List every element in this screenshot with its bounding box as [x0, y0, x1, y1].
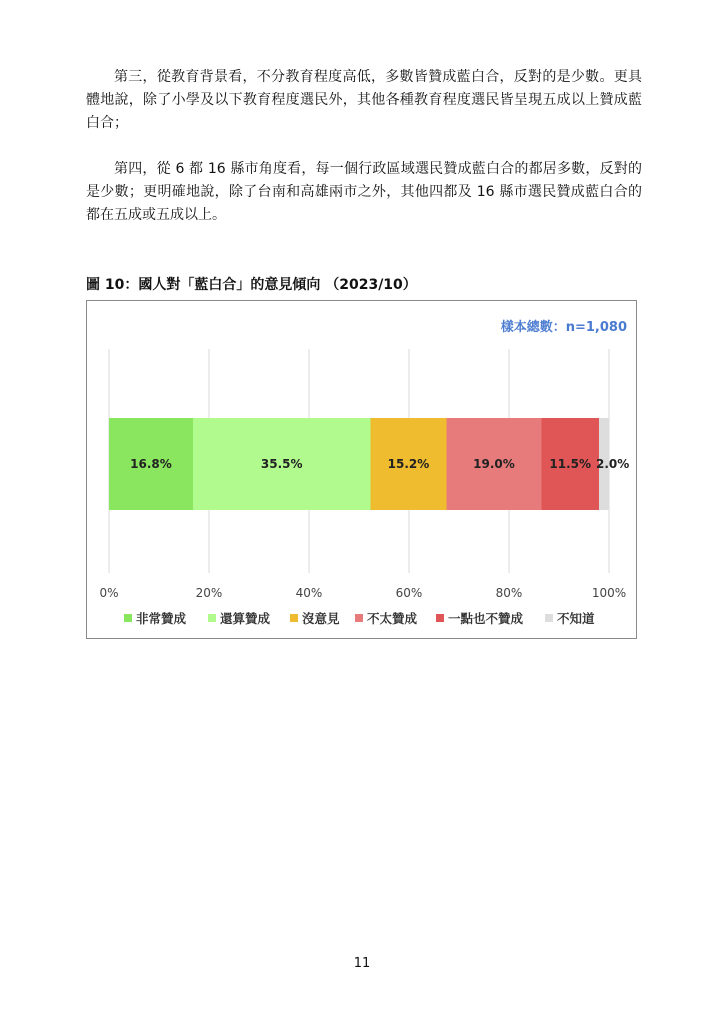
- x-tick-label: 0%: [99, 586, 119, 600]
- legend-label: 不太贊成: [367, 611, 418, 626]
- legend-swatch: [124, 614, 132, 622]
- legend-label: 還算贊成: [220, 611, 271, 626]
- legend-label: 不知道: [557, 611, 595, 626]
- x-tick-label: 20%: [195, 586, 223, 600]
- data-label: 15.2%: [387, 457, 430, 471]
- paragraph-region: 第四，從 6 都 16 縣市角度看，每一個行政區域選民贊成藍白合的都居多數，反對的是少數；更明確地說，除了台南和高雄兩市之外，其他四都及 16 縣市選民贊成藍白合的都在五成或五成以上。: [86, 161, 642, 223]
- data-label: 19.0%: [473, 457, 515, 471]
- legend-swatch: [436, 614, 444, 622]
- data-label: 2.0%: [596, 457, 630, 471]
- paragraph-education: 第三，從教育背景看，不分教育程度高低，多數皆贊成藍白合，反對的是少數。更具體地說，除了小學及以下教育程度選民外，其他各種教育程度選民皆呈現五成以上贊成藍白合；: [86, 69, 642, 131]
- figure-caption: 圖 10：國人對「藍白合」的意見傾向 （2023/10）: [86, 277, 417, 293]
- legend-label: 沒意見: [302, 611, 340, 626]
- x-tick-label: 80%: [495, 586, 523, 600]
- legend-swatch: [545, 614, 553, 622]
- x-tick-label: 100%: [591, 586, 627, 600]
- data-label: 16.8%: [130, 457, 172, 471]
- sample-size-note: 樣本總數：n=1,080: [500, 320, 627, 335]
- x-tick-label: 60%: [395, 586, 423, 600]
- data-label: 35.5%: [260, 457, 303, 471]
- x-tick-label: 40%: [295, 586, 323, 600]
- legend-swatch: [290, 614, 298, 622]
- legend-swatch: [355, 614, 363, 622]
- chart-container: [86, 300, 637, 639]
- data-label: 11.5%: [549, 457, 592, 471]
- legend-label: 一點也不贊成: [448, 611, 524, 626]
- legend-swatch: [208, 614, 216, 622]
- legend-label: 非常贊成: [136, 611, 187, 626]
- stacked-bar-chart: [87, 301, 638, 640]
- page-number: 11: [353, 956, 371, 971]
